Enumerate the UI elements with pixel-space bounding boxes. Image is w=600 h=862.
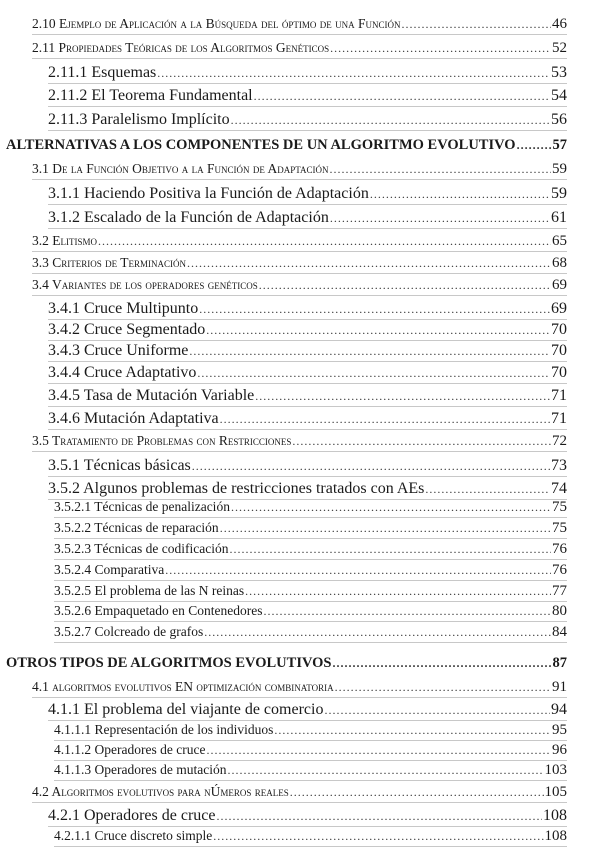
toc-entry-page: 70 [551,321,567,338]
toc-entry-title [54,520,219,536]
toc-entry-page: 70 [551,342,567,359]
dot-leader [245,584,551,599]
toc-entry-label: Técnicas de reparación [94,520,219,535]
dot-leader [199,302,550,317]
toc-entry-number: 3.4.2 [48,321,80,338]
toc-entry-title [32,277,258,293]
dot-leader [259,278,551,293]
dot-leader [229,542,551,557]
toc-entry-number: 3.4.3 [48,342,80,359]
toc-entry-label: Propiedades Teóricas de los Algoritmos Genéticos [58,40,330,55]
toc-entry-label: Cruce Adaptativo [84,364,197,381]
toc-entry-title [6,137,516,154]
dot-leader [330,162,551,177]
toc-entry [54,499,567,518]
toc-entry [54,541,567,560]
toc-entry [32,679,567,698]
dot-leader [425,482,550,497]
toc-entry-page: 96 [552,742,567,758]
toc-entry-number: 3.5 [32,433,49,448]
toc-entry-page: 76 [552,541,567,557]
toc-entry-page: 54 [551,87,567,104]
toc-entry-title [48,64,156,82]
dot-leader [333,656,552,671]
toc-entry [48,209,567,229]
toc-entry [54,762,567,781]
toc-entry [32,784,567,803]
toc-entry [54,828,567,847]
dot-leader [330,41,551,56]
toc-entry-page: 77 [552,583,567,599]
toc-entry-title [48,185,369,203]
toc-entry-label: Tratamiento de Problemas con Restricciones [52,433,292,448]
toc-entry-number: 3.5.2.2 [54,520,92,535]
dot-leader [206,323,550,338]
toc-entry-label: Comparativa [94,562,165,577]
toc-entry-title [48,480,424,498]
dot-leader [402,17,551,32]
dot-leader [335,680,551,695]
toc-entry-label: Variantes de los operadores genéticos [52,277,258,292]
toc-entry-number: 2.11.2 [48,87,88,104]
toc-entry-page: 53 [551,64,567,81]
toc-entry-label: Esquemas [91,64,157,81]
toc-entry-number: 3.1 [32,161,49,176]
toc-entry-page: 75 [552,520,567,536]
toc-entry [32,40,567,59]
toc-entry-title [48,342,188,360]
toc-entry-page: 76 [552,562,567,578]
toc-entry-label: Cruce discreto simple [94,828,213,843]
dot-leader [227,763,543,778]
toc-entry-title [32,233,97,249]
toc-entry-title [48,387,254,405]
toc-entry-label: Técnicas básicas [83,457,191,474]
toc-entry [48,111,567,131]
toc-entry-title [48,410,219,428]
toc-entry-title [54,828,212,844]
toc-entry-number: 3.4 [32,277,49,292]
toc-entry-page: 91 [552,679,567,695]
dot-leader [517,138,552,153]
toc-entry-label: Algunos problemas de restricciones tratados con AEs [83,480,425,497]
toc-entry [32,233,567,252]
dot-leader [187,256,551,271]
toc-entry-title [48,321,205,339]
dot-leader [263,604,551,619]
toc-entry-title [32,433,291,449]
toc-entry-page: 72 [552,433,567,449]
toc-entry-label: Escalado de la Función de Adaptación [84,209,329,226]
toc-entry-label: Operadores de cruce [94,742,206,757]
dot-leader [370,187,550,202]
toc-entry-number: 3.5.2.6 [54,603,92,618]
dot-leader [213,829,543,844]
dot-leader [274,723,551,738]
toc-entry-page: 71 [551,410,567,427]
toc-entry-number: 2.11 [32,40,56,55]
toc-entry [32,255,567,274]
toc-entry-title [6,655,332,672]
toc-entry-title [54,742,205,758]
toc-entry-number: 4.1.1 [48,701,80,718]
toc-entry-label: Representación de los individuos [94,722,274,737]
toc-entry-title [48,457,191,475]
toc-entry-title [48,87,253,105]
dot-leader [157,66,550,81]
toc-entry-number: 3.3 [32,255,49,270]
dot-leader [216,809,542,824]
toc-entry [54,603,567,622]
dot-leader [204,625,551,640]
toc-entry [54,722,567,741]
toc-entry-number: 3.5.2.1 [54,499,92,514]
toc-entry-label: ALTERNATIVAS A LOS COMPONENTES DE UN ALGORITMO EVOLUTIVO [6,137,516,153]
toc-entry-page: 80 [552,603,567,619]
toc-entry-page: 56 [551,111,567,128]
toc-entry [32,16,567,35]
toc-entry-label: Cruce Multipunto [84,300,199,317]
toc-entry [54,562,567,581]
toc-entry-number: 2.10 [32,16,56,31]
toc-entry-title [54,499,230,515]
toc-entry-number: 4.1.1.3 [54,762,92,777]
toc-entry-title [48,111,230,129]
toc-entry-title [48,300,198,318]
toc-entry-number: 3.5.2.5 [54,583,92,598]
toc-entry-page: 57 [552,137,567,153]
toc-entry [48,87,567,107]
toc-entry [48,807,567,827]
toc-entry-page: 87 [552,655,567,671]
toc-entry-title [48,364,196,382]
toc-entry-title [54,583,244,599]
toc-entry [48,364,567,384]
toc-entry-number: 4.1.1.1 [54,722,92,737]
toc-entry [48,185,567,205]
dot-leader [290,785,544,800]
toc-entry-number: 3.5.2.4 [54,562,92,577]
toc-entry-page: 65 [552,233,567,249]
toc-entry-page: 105 [544,784,567,800]
toc-entry-label: De la Función Objetivo a la Función de Adaptación [52,161,329,176]
toc-entry-title [54,541,228,557]
dot-leader [220,412,550,427]
toc-entry-number: 4.1 [32,679,49,694]
toc-entry-label: Técnicas de codificación [94,541,229,556]
toc-entry-page: 74 [551,480,567,497]
toc-entry [48,321,567,341]
toc-entry-number: 4.2 [32,784,49,799]
dot-leader [231,113,550,128]
toc-entry-label: Tasa de Mutación Variable [83,387,255,404]
toc-entry-label: El problema del viajante de comercio [84,701,324,718]
toc-entry-number: 3.4.1 [48,300,80,317]
dot-leader [255,389,550,404]
toc-entry-page: 75 [552,499,567,515]
toc-entry-label: Empaquetado en Contenedores [94,603,263,618]
toc-entry [32,161,567,180]
toc-entry-page: 108 [544,828,567,844]
toc-chapter-entry [6,137,567,155]
toc-entry-page: 103 [544,762,567,778]
toc-entry-label: Colcreado de grafos [94,624,204,639]
toc-entry [32,277,567,296]
toc-entry-number: 3.4.5 [48,387,80,404]
toc-entry-number: 4.1.1.2 [54,742,92,757]
toc-entry-title [32,784,289,800]
toc-entry [32,433,567,452]
dot-leader [231,500,551,515]
toc-entry-title [48,209,329,227]
toc-entry-page: 108 [543,807,567,824]
toc-entry-label: Paralelismo Implícito [91,111,230,128]
toc-entry-page: 68 [552,255,567,271]
dot-leader [254,89,550,104]
toc-entry-page: 46 [552,16,567,32]
toc-entry-page: 95 [552,722,567,738]
toc-entry-page: 69 [551,300,567,317]
toc-entry-title [32,16,401,32]
toc-entry [48,300,567,320]
toc-entry-title [32,40,329,56]
toc-entry-label: El Teorema Fundamental [91,87,253,104]
dot-leader [330,211,550,226]
toc-entry-label: Elitismo [52,233,97,248]
toc-entry-page: 71 [551,387,567,404]
toc-entry-title [54,624,203,640]
dot-leader [324,703,550,718]
toc-entry [48,342,567,362]
toc-entry-label: Ejemplo de Aplicación a la Búsqueda del óptimo de una Función [59,16,401,31]
toc-entry [48,64,567,84]
toc-entry [48,701,567,721]
toc-entry-number: 2.11.3 [48,111,88,128]
toc-entry-number: 2.11.1 [48,64,88,81]
toc-entry [48,387,567,407]
dot-leader [192,459,550,474]
toc-entry-number: 3.5.2.3 [54,541,92,556]
toc-entry-page: 59 [552,161,567,177]
toc-entry-page: 52 [552,40,567,56]
toc-entry-page: 94 [551,701,567,718]
toc-entry-page: 61 [551,209,567,226]
toc-entry-label: Operadores de cruce [84,807,216,824]
toc-entry-number: 3.1.1 [48,185,80,202]
toc-entry-page: 84 [552,624,567,640]
toc-entry-label: Cruce Uniforme [84,342,189,359]
toc-entry-label: Operadores de mutación [94,762,227,777]
toc-entry-title [32,161,329,177]
dot-leader [98,234,551,249]
toc-entry [48,480,567,500]
toc-entry-label: Mutación Adaptativa [84,410,219,427]
toc-entry [54,583,567,602]
dot-leader [206,743,551,758]
dot-leader [220,521,551,536]
dot-leader [197,366,550,381]
toc-entry-title [32,255,186,271]
dot-leader [189,344,550,359]
dot-leader [292,434,551,449]
toc-entry-number: 3.1.2 [48,209,80,226]
toc-entry-label: Haciendo Positiva la Función de Adaptación [84,185,369,202]
toc-entry-title [54,722,273,738]
toc-entry-label: Cruce Segmentado [84,321,206,338]
toc-entry-page: 59 [551,185,567,202]
toc-entry-label: OTROS TIPOS DE ALGORITMOS EVOLUTIVOS [6,655,332,671]
toc-entry [54,520,567,539]
dot-leader [165,563,551,578]
toc-entry-title [32,679,334,695]
toc-entry-number: 3.4.6 [48,410,80,427]
toc-entry-title [54,603,262,619]
toc-entry-number: 4.2.1 [48,807,80,824]
toc-chapter-entry [6,655,567,673]
toc-entry-title [54,562,164,578]
toc-entry-page: 73 [551,457,567,474]
toc-entry-number: 3.2 [32,233,49,248]
toc-entry-number: 3.4.4 [48,364,80,381]
toc-entry-label: Criterios de Terminación [52,255,187,270]
toc-entry-label: El problema de las N reinas [94,583,245,598]
toc-entry-title [48,701,323,719]
toc-entry-number: 3.5.2.7 [54,624,92,639]
toc-entry [48,410,567,430]
toc-entry-label: Algoritmos evolutivos para nÚmeros reales [51,784,289,799]
toc-entry-number: 3.5.1 [48,457,80,474]
toc-entry [54,624,567,643]
toc-entry-number: 3.5.2 [48,480,80,497]
toc-entry [54,742,567,761]
toc-entry-label: algoritmos evolutivos EN optimización combinatoria [52,679,334,694]
toc-entry-number: 4.2.1.1 [54,828,92,843]
toc-entry-label: Técnicas de penalización [94,499,230,514]
toc-entry-title [54,762,226,778]
toc-entry [48,457,567,477]
toc-entry-page: 69 [552,277,567,293]
toc-entry-page: 70 [551,364,567,381]
toc-entry-title [48,807,215,825]
